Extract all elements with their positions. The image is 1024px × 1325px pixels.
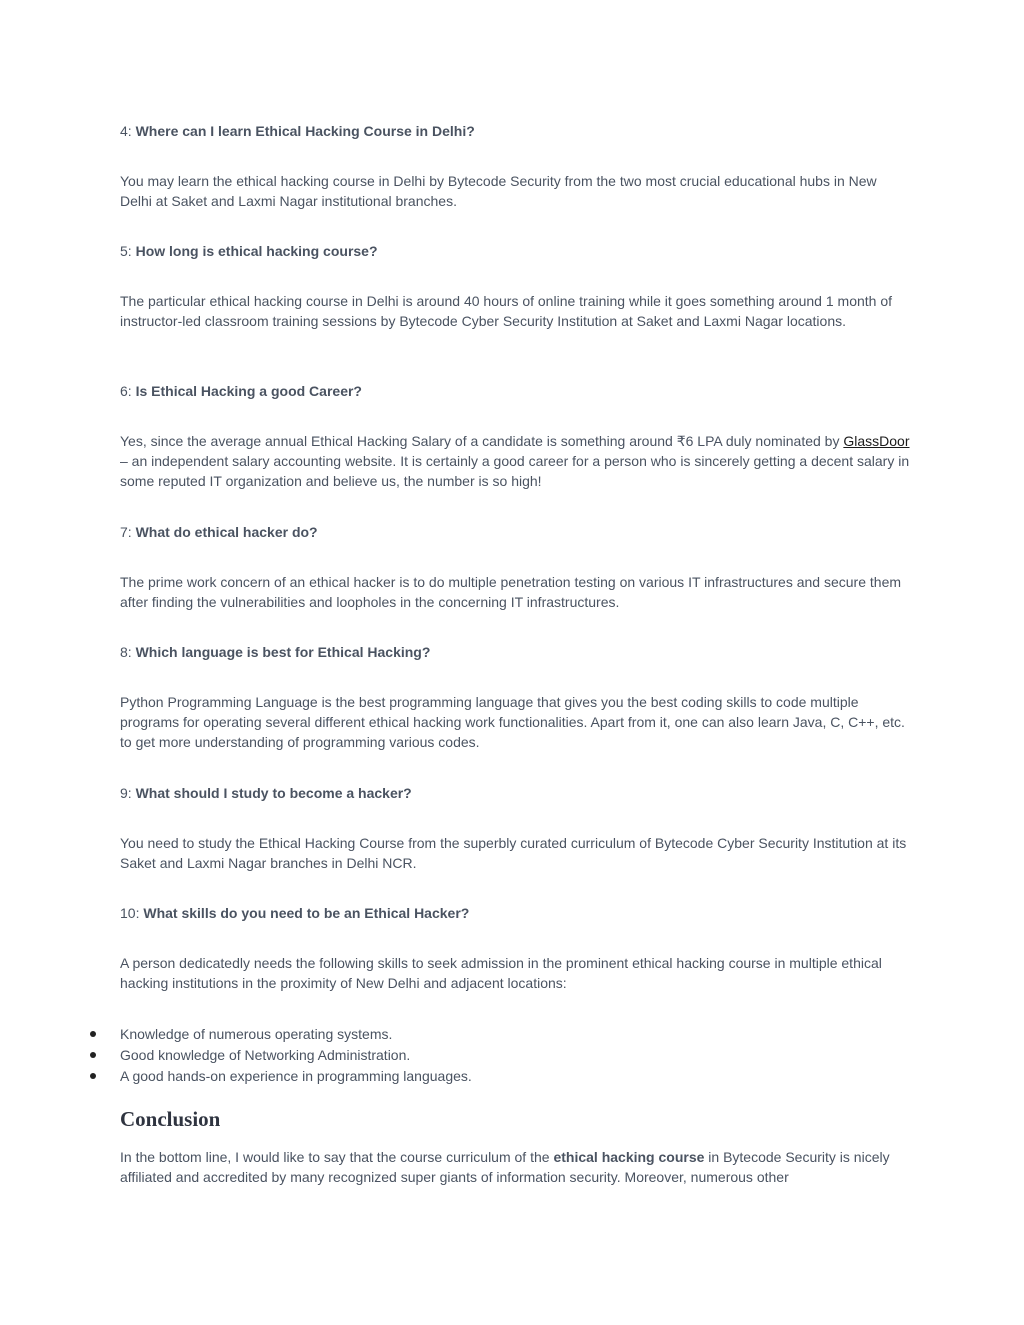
faq-question-9: 9: What should I study to become a hacker? [120, 785, 412, 801]
faq-answer-6: Yes, since the average annual Ethical Hacking Salary of a candidate is something around ₹6 LPA duly nominated by GlassDoor – an independent salary accounting website. It is certainly a good career for a person who is sincerely getting a decent salary in some reputed IT organization and believe us, the number is so high! [120, 433, 910, 490]
faq-answer-5: The particular ethical hacking course in Delhi is around 40 hours of online training while it goes something around 1 month of instructor-led classroom training sessions by Bytecode Cyber Security Institution at Saket and Laxmi Nagar locations. [120, 293, 893, 330]
faq-question-5: 5: How long is ethical hacking course? [120, 243, 378, 259]
list-item: Knowledge of numerous operating systems. [120, 1024, 910, 1045]
bullet-icon [90, 1052, 96, 1058]
faq-answer-9: You need to study the Ethical Hacking Course from the superbly curated curriculum of Bytecode Cyber Security Institution at its Saket and Laxmi Nagar branches in Delhi NCR. [120, 835, 907, 872]
faq-question-7: 7: What do ethical hacker do? [120, 524, 318, 540]
faq-answer-7: The prime work concern of an ethical hacker is to do multiple penetration testing on various IT infrastructures and secure them after finding the vulnerabilities and loopholes in the concerning IT infrastructures. [120, 574, 902, 611]
bullet-icon [90, 1073, 96, 1079]
glassdoor-link[interactable]: GlassDoor [843, 433, 910, 449]
faq-answer-8: Python Programming Language is the best programming language that gives you the best coding skills to code multiple programs for operating several different ethical hacking work functionalities. Apart from it, one can also learn Java, C, C++, etc. to get more understanding of programming various codes. [120, 694, 905, 751]
list-item: Good knowledge of Networking Administration. [120, 1045, 910, 1066]
faq-answer-4: You may learn the ethical hacking course in Delhi by Bytecode Security from the two most crucial educational hubs in New Delhi at Saket and Laxmi Nagar institutional branches. [120, 173, 877, 210]
faq-question-6: 6: Is Ethical Hacking a good Career? [120, 383, 362, 399]
faq-question-4: 4: Where can I learn Ethical Hacking Course in Delhi? [120, 123, 475, 139]
faq-question-8: 8: Which language is best for Ethical Hacking? [120, 644, 431, 660]
conclusion-heading: Conclusion [120, 1107, 221, 1131]
list-item: A good hands-on experience in programming languages. [120, 1066, 910, 1087]
conclusion-paragraph: In the bottom line, I would like to say that the course curriculum of the ethical hacking course in Bytecode Security is nicely affiliated and accredited by many recognized super giants of information security. Moreover, numerous other [120, 1149, 890, 1186]
skills-list [120, 1024, 910, 1087]
faq-answer-10: A person dedicatedly needs the following skills to seek admission in the prominent ethical hacking course in multiple ethical hacking institutions in the proximity of New Delhi and adjacent locations: [120, 955, 882, 992]
faq-question-10: 10: What skills do you need to be an Ethical Hacker? [120, 905, 470, 921]
bullet-icon [90, 1031, 96, 1037]
